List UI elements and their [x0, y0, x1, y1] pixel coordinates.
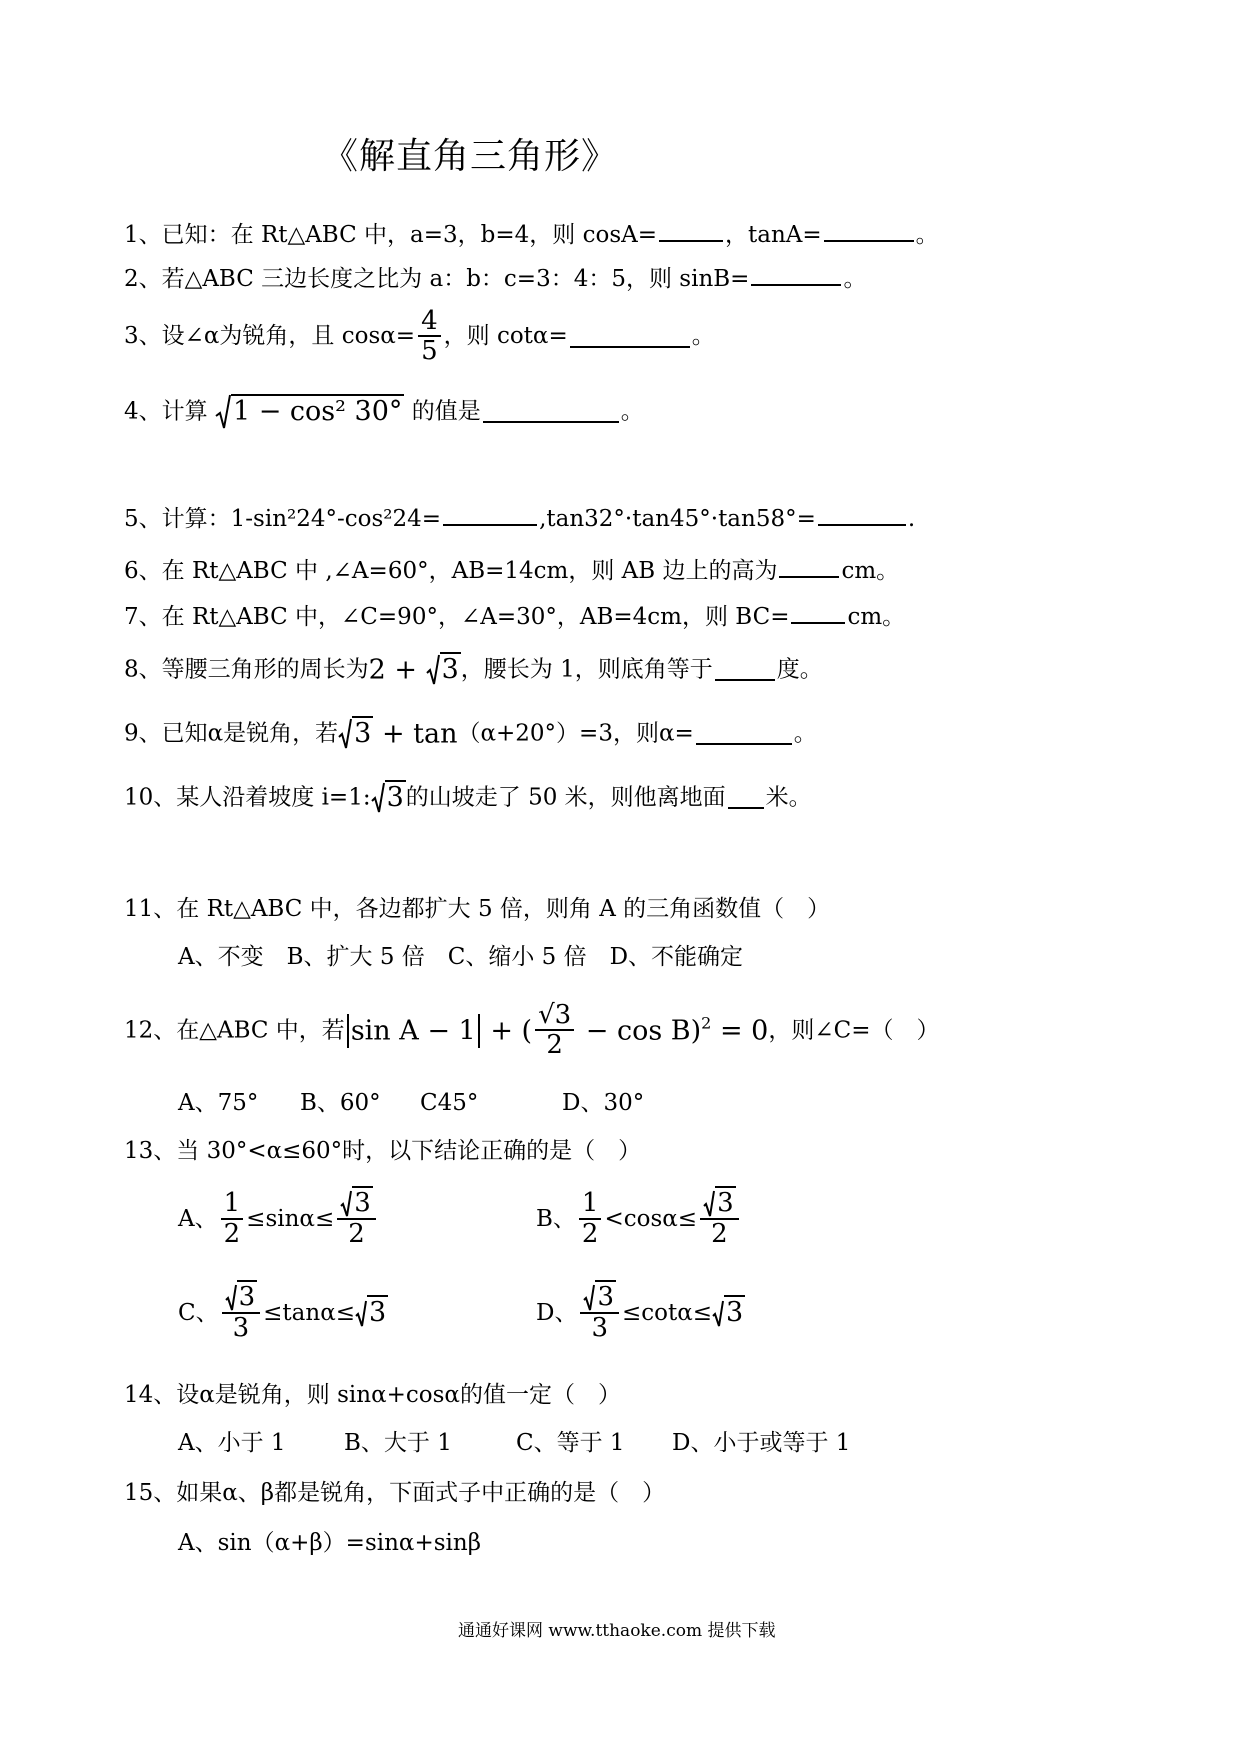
- fraction: $\frac{1}{2}$: [579, 1190, 602, 1248]
- question-12: 12、在△ABC 中，若 sin A − 1 + ( $\frac{√3}{2}$ − cos B)$^2$ = 0，则∠C=（ ）: [124, 1000, 940, 1061]
- question-15: 15、如果α、β都是锐角，下面式子中正确的是（ ）: [124, 1480, 666, 1506]
- question-13: 13、当 30°<α≤60°时，以下结论正确的是（ ）: [124, 1138, 642, 1164]
- square-root: 3: [338, 718, 373, 750]
- square-root: 3: [712, 1299, 745, 1328]
- question-13-option-a: A、 $\frac{1}{2}$ ≤sinα≤ $\frac{3}{2}$: [178, 1190, 379, 1249]
- question-15-option-a: A、sin（α+β）=sinα+sinβ: [178, 1530, 481, 1556]
- answer-blank[interactable]: [443, 504, 537, 526]
- footer-credit: 通通好课网 www.tthaoke.com 提供下载: [458, 1621, 776, 1641]
- fraction: $\frac{3}{2}$: [700, 1190, 739, 1249]
- question-4: 4、计算 1 − cos² 30° 的值是 。: [124, 394, 644, 430]
- fraction: $\frac{3}{3}$: [580, 1284, 619, 1343]
- fraction: $\frac{√3}{2}$: [535, 1002, 574, 1060]
- answer-blank[interactable]: [570, 326, 690, 348]
- question-10: 10、某人沿着坡度 i=1: 3的山坡走了 50 米，则他离地面 米。: [124, 781, 812, 813]
- square-root: 3: [426, 654, 461, 686]
- fraction: $\frac{3}{2}$: [337, 1190, 376, 1249]
- question-14-option-d: D、小于或等于 1: [672, 1430, 851, 1456]
- question-2: 2、若△ABC 三边长度之比为 a：b：c=3：4：5，则 sinB= 。: [124, 266, 867, 292]
- question-7: 7、在 Rt△ABC 中，∠C=90°，∠A=30°，AB=4cm，则 BC= cm。: [124, 604, 906, 630]
- question-6: 6、在 Rt△ABC 中 ,∠A=60°，AB=14cm，则 AB 边上的高为 cm。: [124, 558, 900, 584]
- question-14-option-c: C、等于 1: [516, 1430, 625, 1456]
- question-8: 8、等腰三角形的周长为2 + 3，腰长为 1，则底角等于 度。: [124, 653, 823, 686]
- question-3: 3、设∠α为锐角，且 cosα= $\frac{4}{5}$ ，则 cotα= 。: [124, 306, 715, 367]
- question-12-option-d: D、30°: [562, 1090, 645, 1116]
- question-12-option-c: C45°: [420, 1090, 479, 1116]
- question-14: 14、设α是锐角，则 sinα+cosα的值一定（ ）: [124, 1382, 621, 1408]
- question-11: 11、在 Rt△ABC 中，各边都扩大 5 倍，则角 A 的三角函数值（ ）: [124, 896, 831, 922]
- answer-blank[interactable]: [728, 787, 764, 809]
- absolute-bar-right: [478, 1014, 480, 1048]
- question-1: 1、已知：在 Rt△ABC 中，a=3，b=4，则 cosA= ，tanA= 。: [124, 222, 939, 248]
- question-12-option-b: B、60°: [300, 1090, 381, 1116]
- answer-blank[interactable]: [824, 220, 914, 242]
- answer-blank[interactable]: [751, 264, 841, 286]
- answer-blank[interactable]: [791, 602, 845, 624]
- question-9: 9、已知α是锐角，若 3 + tan（α+20°）=3，则α= 。: [124, 717, 817, 750]
- page-title: 《解直角三角形》: [322, 136, 619, 177]
- square-root: 1 − cos² 30°: [215, 394, 404, 430]
- question-12-option-a: A、75°: [178, 1090, 259, 1116]
- answer-blank[interactable]: [818, 504, 906, 526]
- answer-blank[interactable]: [659, 220, 723, 242]
- answer-blank[interactable]: [715, 659, 775, 681]
- answer-blank[interactable]: [779, 556, 839, 578]
- absolute-bar-left: [347, 1014, 349, 1048]
- question-11-options: A、不变 B、扩大 5 倍 C、缩小 5 倍 D、不能确定: [178, 944, 744, 970]
- question-13-option-b: B、 $\frac{1}{2}$ <cosα≤ $\frac{3}{2}$: [536, 1190, 742, 1249]
- fraction: $\frac{4}{5}$: [418, 308, 441, 366]
- square-root: 3: [355, 1299, 388, 1328]
- question-13-option-d: D、 $\frac{3}{3}$ ≤cotα≤ 3: [536, 1282, 744, 1343]
- fraction: $\frac{1}{2}$: [221, 1190, 244, 1248]
- answer-blank[interactable]: [696, 723, 792, 745]
- question-14-option-a: A、小于 1: [178, 1430, 286, 1456]
- fraction: $\frac{3}{3}$: [222, 1284, 261, 1343]
- question-14-option-b: B、大于 1: [344, 1430, 452, 1456]
- question-5: 5、计算：1-sin²24°-cos²24= ,tan32°·tan45°·tan58°= .: [124, 506, 916, 532]
- square-root: 3: [371, 782, 406, 814]
- answer-blank[interactable]: [483, 401, 619, 423]
- question-13-option-c: C、 $\frac{3}{3}$ ≤tanα≤ 3: [178, 1282, 387, 1343]
